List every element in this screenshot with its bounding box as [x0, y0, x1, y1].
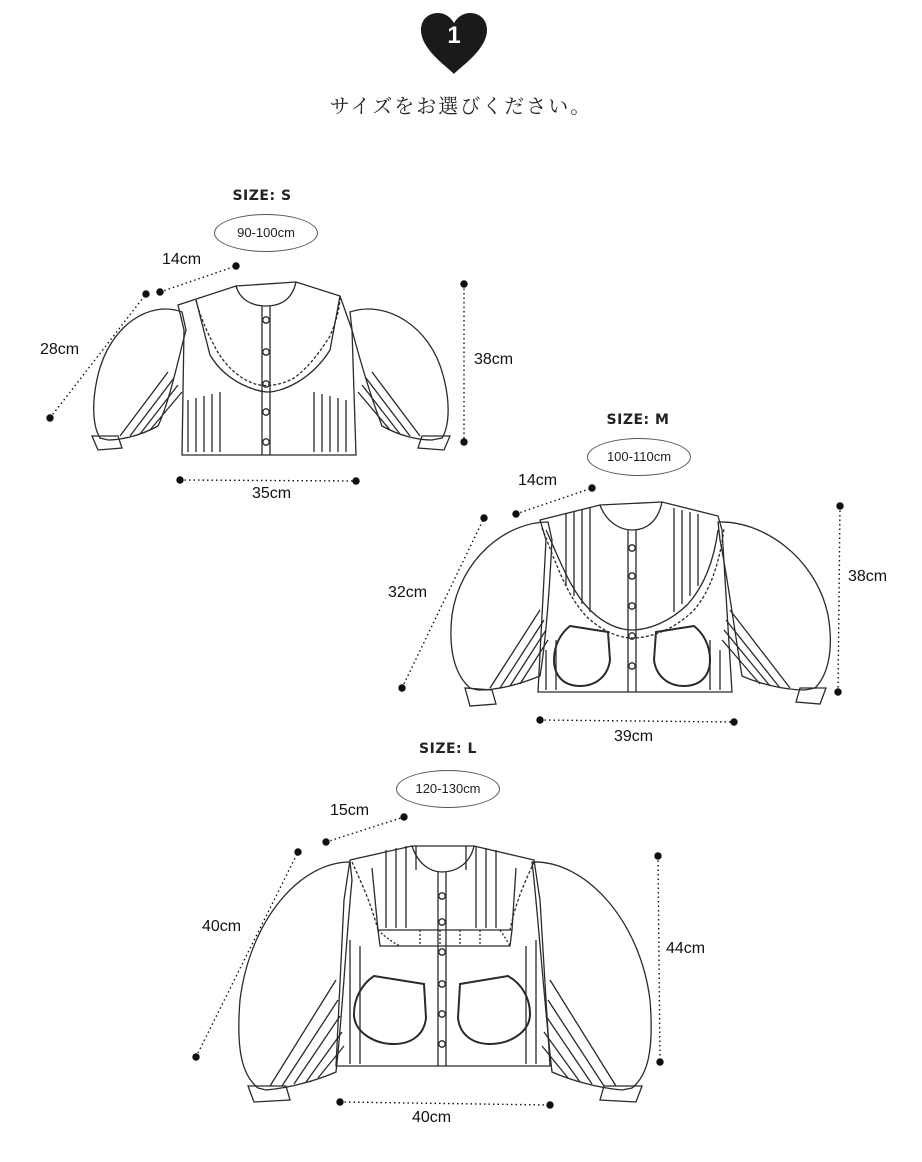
jacket-illustration-m [451, 502, 830, 706]
sleeve-measure-m: 32cm [388, 584, 428, 601]
sleeve-measure-l: 40cm [202, 918, 242, 935]
jacket-illustration-l [239, 846, 651, 1102]
size-label-m: SIZE: M [606, 412, 670, 428]
width-measure-m: 39cm [614, 728, 654, 745]
measure-lines-l [193, 814, 663, 1108]
shoulder-measure-m: 14cm [518, 472, 558, 489]
measure-lines-s [47, 263, 467, 484]
size-range-badge-l: 120-130cm [396, 770, 500, 808]
width-measure-l: 40cm [412, 1109, 452, 1126]
size-range-badge-m: 100-110cm [587, 438, 691, 476]
length-measure-m: 38cm [848, 568, 888, 585]
width-measure-s: 35cm [252, 485, 292, 502]
sleeve-measure-s: 28cm [40, 341, 80, 358]
length-measure-l: 44cm [666, 940, 706, 957]
size-label-s: SIZE: S [232, 188, 292, 204]
shoulder-measure-s: 14cm [162, 251, 202, 268]
length-measure-s: 38cm [474, 351, 514, 368]
size-range-badge-s: 90-100cm [214, 214, 318, 252]
page-heading: サイズをお選びください。 [329, 94, 593, 118]
shoulder-measure-l: 15cm [330, 802, 370, 819]
jacket-illustration-s [92, 282, 450, 455]
size-label-l: SIZE: L [419, 741, 477, 757]
step-number: 1 [447, 22, 461, 49]
